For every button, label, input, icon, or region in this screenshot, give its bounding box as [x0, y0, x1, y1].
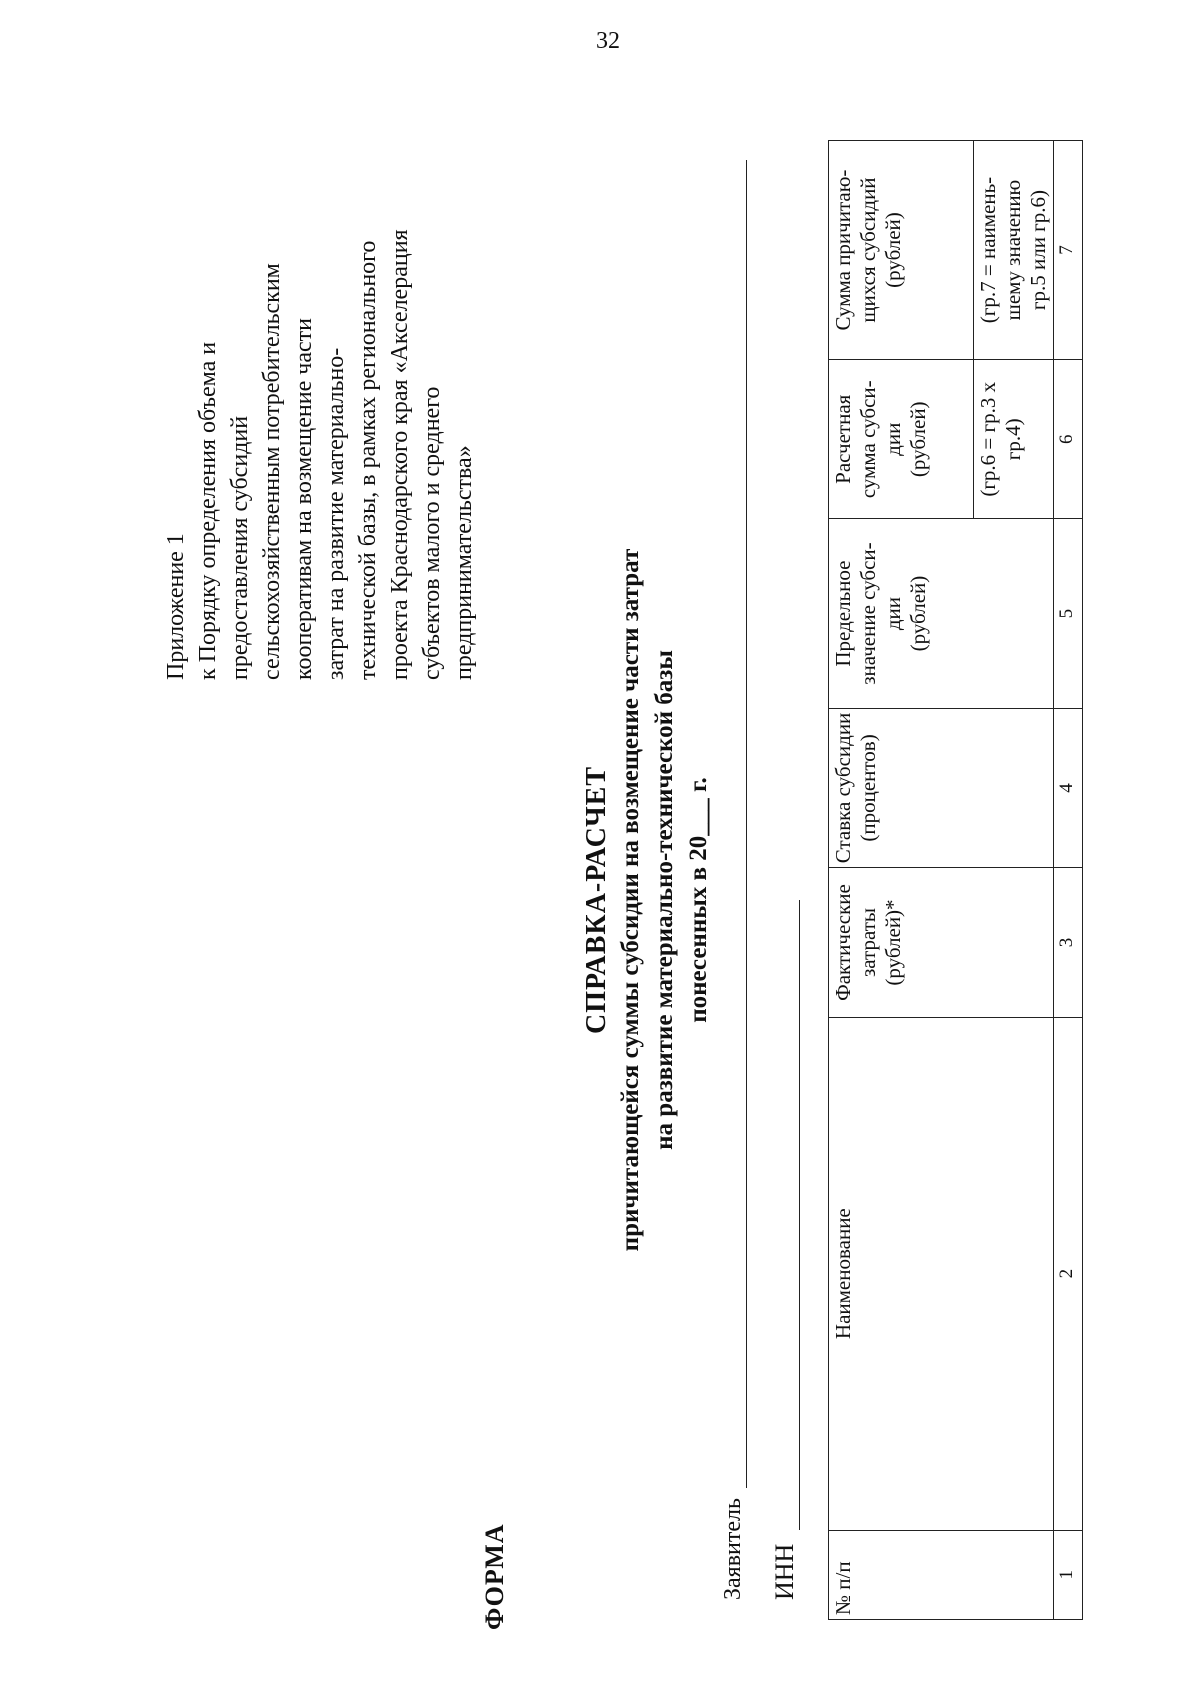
title-line-2: на развитие материально-технической базы [651, 650, 678, 1150]
title-line-3: понесенных в 20___ г. [685, 777, 712, 1023]
header-row [829, 141, 974, 1620]
header-text: щихся субсидий [856, 177, 880, 323]
appendix-line: затрат на развитие материально- [323, 347, 349, 680]
header-text: Предельное [831, 560, 855, 667]
applicant-label: Заявитель [720, 1498, 746, 1600]
formula-text: (гр.6 = гр.3 х [976, 381, 1000, 497]
header-text: сумма субси- [856, 380, 880, 499]
header-text: (рублей)* [881, 899, 905, 986]
column-number: 1 [1054, 1530, 1083, 1619]
column-number: 7 [1054, 141, 1083, 360]
rotated-form-sheet [80, 120, 1110, 1640]
column-number: 3 [1054, 868, 1083, 1018]
header-text: дии [881, 422, 905, 456]
appendix-line: Приложение 1 [163, 533, 189, 680]
appendix-line: кооперативам на возмещение части [291, 318, 317, 680]
formula-text: гр.5 или гр.6) [1026, 189, 1050, 311]
appendix-line: субъектов малого и среднего [419, 386, 445, 680]
formula-text: шему значению [1001, 179, 1025, 321]
calculation-table [828, 140, 1083, 1620]
document-title [580, 540, 716, 1260]
header-text: значение субси- [856, 542, 880, 685]
header-text: (процентов) [856, 734, 880, 842]
header-text: Сумма причитаю- [831, 169, 855, 331]
applicant-row [720, 160, 747, 1600]
form-label: ФОРМА [480, 1523, 509, 1630]
appendix-line: сельскохозяйственным потребительским [259, 263, 285, 680]
column-number-row [1054, 141, 1083, 1620]
col-header-name [829, 1017, 1054, 1530]
title-main: СПРАВКА-РАСЧЕТ [581, 765, 612, 1035]
column-number: 6 [1054, 360, 1083, 519]
inn-label: ИНН [770, 1543, 799, 1600]
appendix-line: к Порядку определения объема и [195, 341, 221, 680]
col-header-calculated-sum [829, 360, 974, 519]
col-header-number [829, 1530, 1054, 1619]
header-text: дии [881, 596, 905, 631]
formula-text: (гр.7 = наимень- [976, 176, 1000, 324]
column-number: 5 [1054, 519, 1083, 708]
col-header-due-sum [829, 141, 974, 360]
appendix-line: технической базы, в рамках регионального [355, 240, 381, 680]
header-text: Расчетная [831, 394, 855, 484]
formula-text: гр.4) [1001, 418, 1025, 461]
header-text: Фактические [831, 884, 855, 1001]
header-text: Ставка субсидии [831, 712, 855, 864]
header-text: затраты [856, 907, 880, 978]
formula-col-6 [974, 360, 1054, 519]
header-text: (рублей) [906, 575, 930, 652]
inn-row [770, 900, 800, 1600]
appendix-note [160, 140, 480, 680]
header-text: Наименование [831, 1208, 855, 1340]
appendix-line: предпринимательства» [451, 445, 477, 680]
page-number: 32 [596, 28, 620, 54]
formula-col-7 [974, 141, 1054, 360]
header-text: № п/п [831, 1561, 855, 1615]
applicant-field[interactable] [722, 160, 747, 1488]
title-line-1: причитающейся суммы субсидии на возмещение части затрат [617, 548, 644, 1252]
inn-field[interactable] [773, 900, 800, 1530]
appendix-line: проекта Краснодарского края «Акселерация [387, 229, 413, 680]
appendix-line: предоставления субсидий [227, 415, 253, 680]
col-header-subsidy-rate [829, 708, 1054, 868]
column-number: 4 [1054, 708, 1083, 868]
header-text: (рублей) [881, 212, 905, 288]
header-text: (рублей) [906, 401, 930, 478]
column-number: 2 [1054, 1017, 1083, 1530]
col-header-actual-costs [829, 868, 1054, 1018]
col-header-limit-value [829, 519, 1054, 708]
